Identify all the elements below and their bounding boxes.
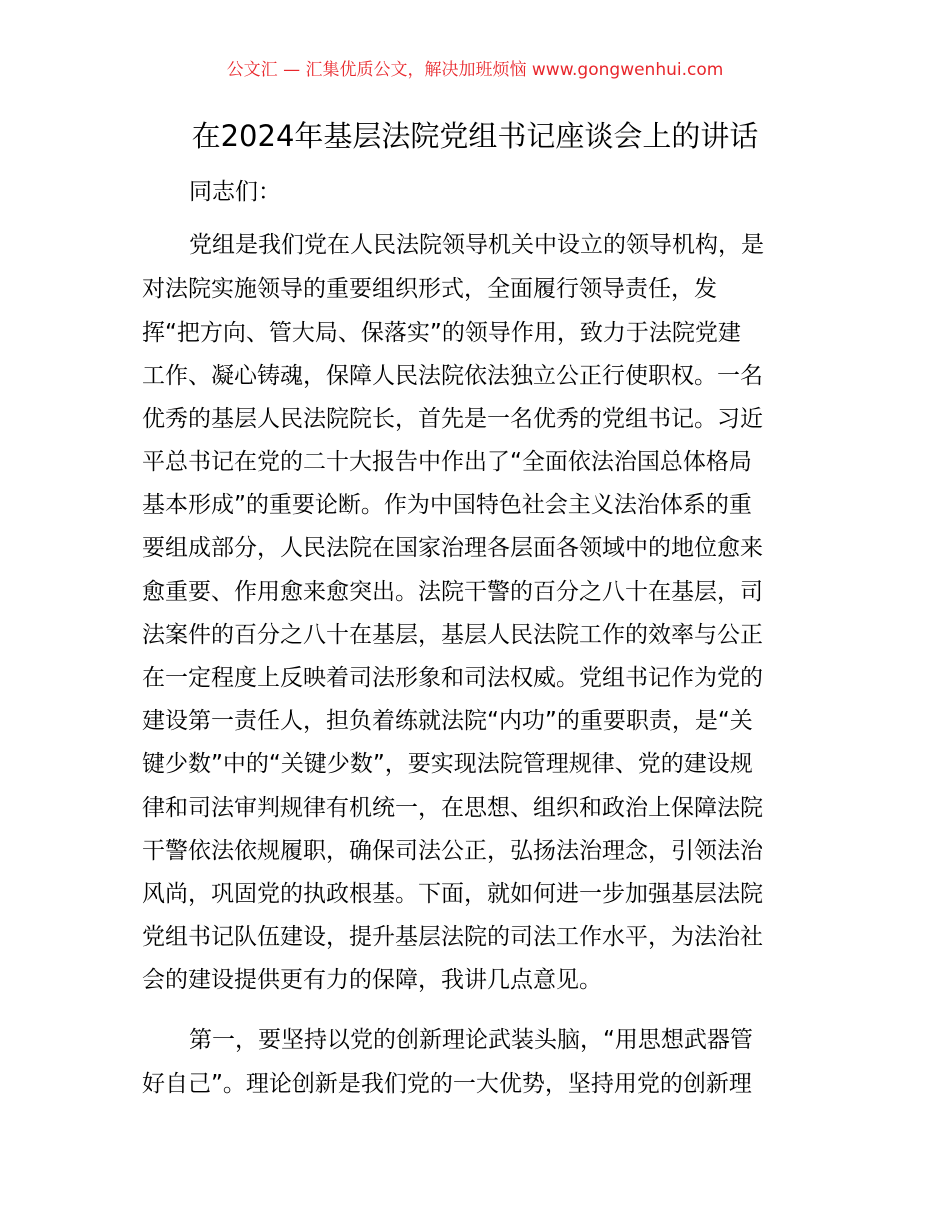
paragraph-line: 建设第一责任人，担负着练就法院“内功”的重要职责，是“关 bbox=[142, 708, 753, 734]
paragraph-line: 党组是我们党在人民法院领导机关中设立的领导机构，是 bbox=[189, 232, 764, 258]
paragraph-line: 工作、凝心铸魂，保障人民法院依法独立公正行使职权。一名 bbox=[142, 363, 763, 389]
paragraph-line: 对法院实施领导的重要组织形式，全面履行领导责任，发 bbox=[142, 276, 717, 302]
paragraph-line: 平总书记在党的二十大报告中作出了“全面依法治国总体格局 bbox=[142, 449, 752, 475]
paragraph-line: 基本形成”的重要论断。作为中国特色社会主义法治体系的重 bbox=[142, 492, 752, 518]
paragraph-line: 要组成部分，人民法院在国家治理各层面各领域中的地位愈来 bbox=[142, 535, 763, 561]
paragraph-line: 第一，要坚持以党的创新理论武装头脑，“用思想武器管 bbox=[189, 1027, 753, 1053]
header-banner: 公文汇 — 汇集优质公文，解决加班烦恼 www.gongwenhui.com bbox=[226, 60, 724, 80]
paragraph-line: 法案件的百分之八十在基层，基层人民法院工作的效率与公正 bbox=[142, 622, 763, 648]
paragraph-line: 挥“把方向、管大局、保落实”的领导作用，致力于法院党建 bbox=[142, 320, 741, 346]
paragraph-line: 愈重要、作用愈来愈突出。法院干警的百分之八十在基层，司 bbox=[142, 579, 763, 605]
paragraph-line: 好自己”。理论创新是我们党的一大优势，坚持用党的创新理 bbox=[142, 1071, 752, 1097]
paragraph-line: 键少数”中的“关键少数”，要实现法院管理规律、党的建设规 bbox=[142, 751, 753, 777]
paragraph-line: 优秀的基层人民法院院长，首先是一名优秀的党组书记。习近 bbox=[142, 406, 763, 432]
paragraph-line: 会的建设提供更有力的保障，我讲几点意见。 bbox=[142, 967, 602, 993]
salutation: 同志们： bbox=[189, 179, 281, 205]
document-title: 在2024年基层法院党组书记座谈会上的讲话 bbox=[191, 119, 759, 153]
paragraph-line: 在一定程度上反映着司法形象和司法权威。党组书记作为党的 bbox=[142, 665, 763, 691]
paragraph-line: 律和司法审判规律有机统一，在思想、组织和政治上保障法院 bbox=[142, 795, 763, 821]
paragraph-line: 风尚，巩固党的执政根基。下面，就如何进一步加强基层法院 bbox=[142, 881, 763, 907]
paragraph-line: 党组书记队伍建设，提升基层法院的司法工作水平，为法治社 bbox=[142, 924, 763, 950]
paragraph-line: 干警依法依规履职，确保司法公正，弘扬法治理念，引领法治 bbox=[142, 838, 763, 864]
